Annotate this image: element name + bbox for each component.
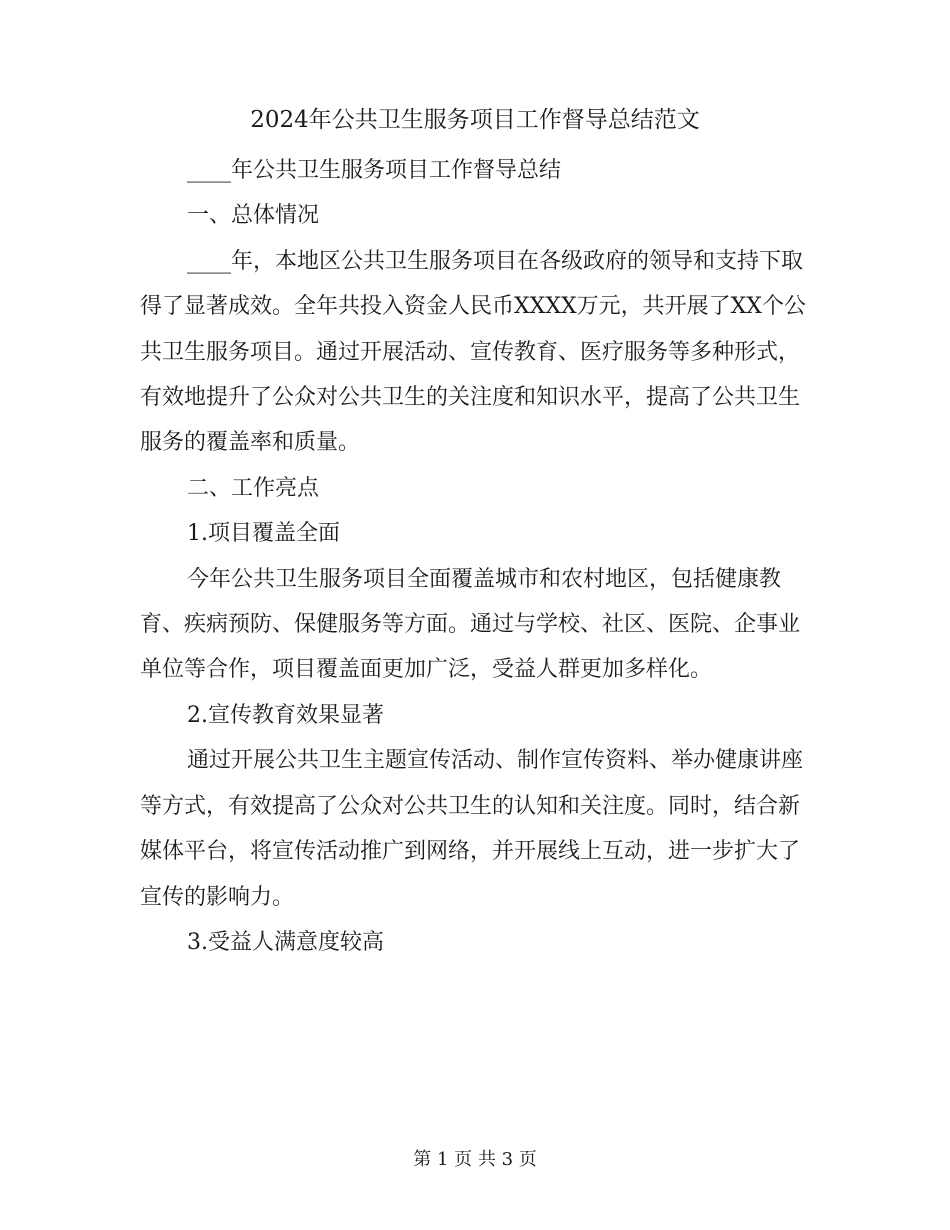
paragraph-coverage: 今年公共卫生服务项目全面覆盖城市和农村地区，包括健康教育、疾病预防、保健服务等方面。通过与学校、社区、医院、企事业单位等合作，项目覆盖面更加广泛，受益人群更加多样化。	[140, 566, 801, 683]
subtitle-paragraph: ____年公共卫生服务项目工作督导总结	[187, 158, 562, 183]
page-footer: 第 1 页 共 3 页	[413, 1149, 537, 1170]
subheading-satisfaction: 3.受益人满意度较高	[187, 929, 384, 955]
section-heading-overview: 一、总体情况	[187, 203, 320, 229]
paragraph-overview: ____年，本地区公共卫生服务项目在各级政府的领导和支持下取得了显著成效。全年共投入资金人民币XXXX万元，共开展了XX个公共卫生服务项目。通过开展活动、宣传教育、医疗服务等多种形式，有效地提升了公众对公共卫生的关注度和知识水平，提高了公共卫生服务的覆盖率和质量。	[140, 248, 806, 456]
subheading-publicity: 2.宣传教育效果显著	[187, 702, 384, 728]
paragraph-publicity: 通过开展公共卫生主题宣传活动、制作宣传资料、举办健康讲座等方式，有效提高了公众对公共卫生的认知和关注度。同时，结合新媒体平台，将宣传活动推广到网络，并开展线上互动，进一步扩大了宣传的影响力。	[140, 748, 804, 910]
document-body	[140, 148, 810, 965]
subheading-coverage: 1.项目覆盖全面	[187, 521, 340, 547]
document-title: 2024年公共卫生服务项目工作督导总结范文	[250, 107, 700, 133]
section-heading-highlights: 二、工作亮点	[187, 475, 320, 501]
